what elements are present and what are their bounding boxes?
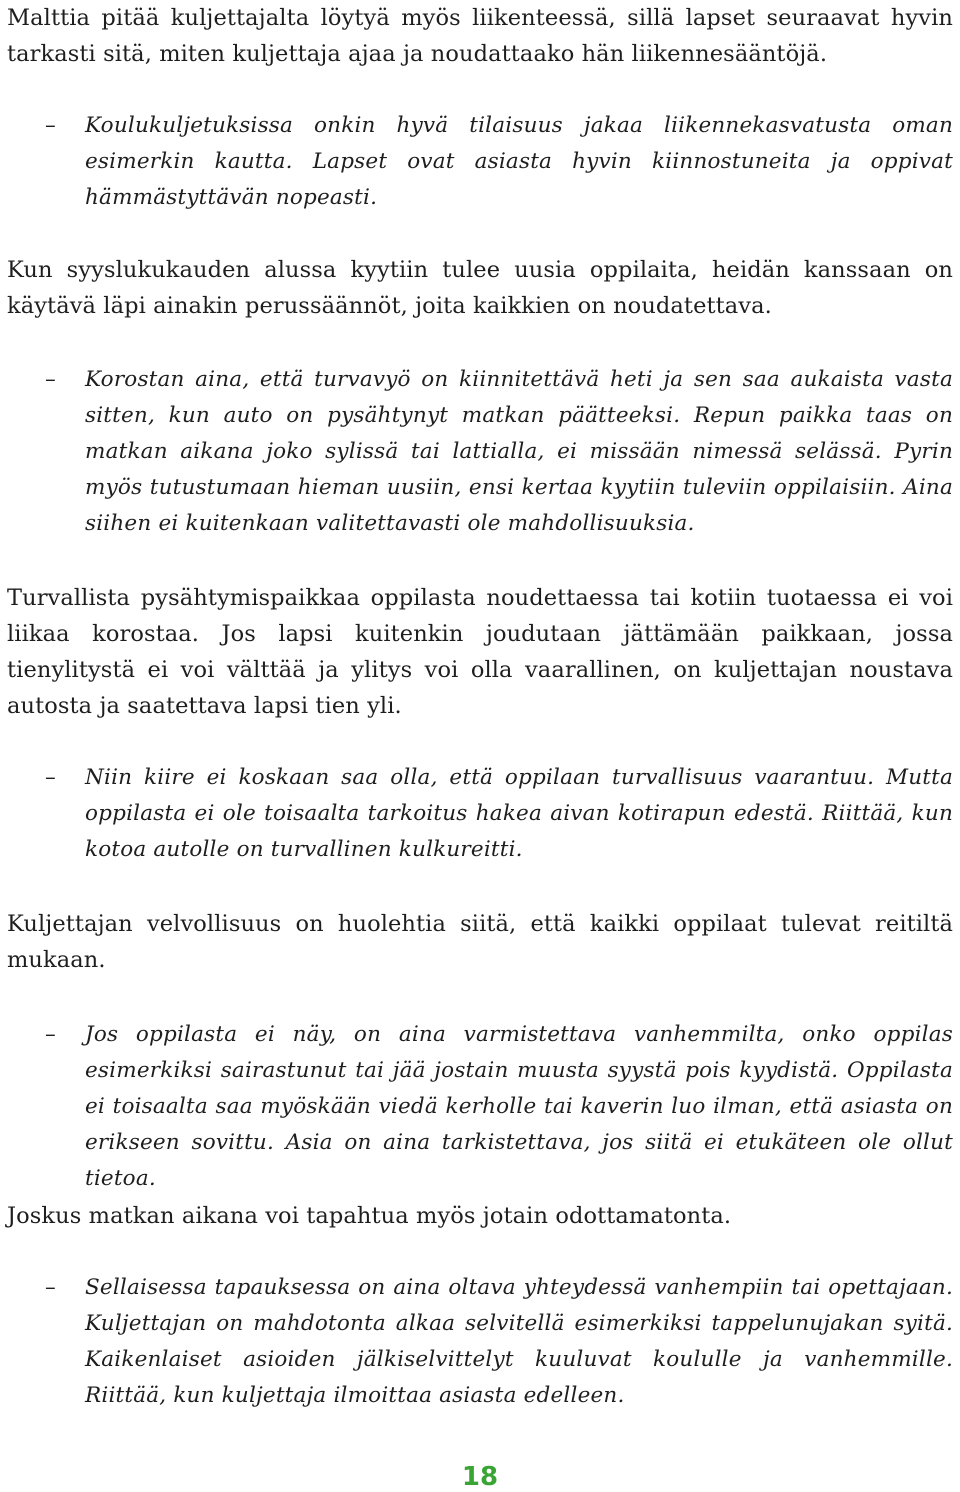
quote-4 (7, 1017, 953, 1197)
quote-text: Jos oppilasta ei näy, on aina varmistettava vanhemmilta, onko oppilas esimerkiksi sairastunut tai jää jostain muusta syystä pois kyydistä. Oppilasta ei toisaalta saa myöskään viedä kerholle tai kaverin luo ilman, että asiasta on erikseen sovittu. Asia on aina tarkistettava, jos siitä ei etukäteen ole ollut tietoa. (85, 1022, 953, 1191)
paragraph-5: Joskus matkan aikana voi tapahtua myös jotain odottamatonta. (7, 1203, 732, 1229)
quote-text: Niin kiire ei koskaan saa olla, että oppilaan turvallisuus vaarantuu. Mutta oppilasta ei ole toisaalta tarkoitus hakea aivan kotirapun edestä. Riittää, kun kotoa autolle on turvallinen kulkureitti. (85, 765, 953, 862)
quote-text: Sellaisessa tapauksessa on aina oltava yhteydessä vanhempiin tai opettajaan. Kuljettajan on mahdotonta alkaa selvitellä esimerkiksi tappelunujakan syitä. Kaikenlaiset asioiden jälkiselvittelyt kuuluvat koululle ja vanhemmille. Riittää, kun kuljettaja ilmoittaa asiasta edelleen. (85, 1275, 953, 1408)
paragraph-2: Kun syyslukukauden alussa kyytiin tulee uusia oppilaita, heidän kanssaan on käytävä läpi ainakin perussäännöt, joita kaikkien on noudatettava. (7, 257, 953, 319)
quote-5 (7, 1270, 953, 1414)
paragraph-1: Malttia pitää kuljettajalta löytyä myös liikenteessä, sillä lapset seuraavat hyvin tarkasti sitä, miten kuljettaja ajaa ja noudattaako hän liikennesääntöjä. (7, 5, 953, 67)
paragraph-4: Kuljettajan velvollisuus on huolehtia siitä, että kaikki oppilaat tulevat reitiltä mukaan. (7, 911, 953, 973)
quote-dash: – (45, 1022, 56, 1047)
quote-dash: – (45, 765, 56, 790)
document-page (7, 0, 953, 1492)
quote-text: Korostan aina, että turvavyö on kiinnitettävä heti ja sen saa aukaista vasta sitten, kun auto on pysähtynyt matkan päätteeksi. Repun paikka taas on matkan aikana joko sylissä tai lattialla, ei missään nimessä selässä. Pyrin myös tutustumaan hieman uusiin, ensi kertaa kyytiin tuleviin oppilaisiin. Aina siihen ei kuitenkaan valitettavasti ole mahdollisuuksia. (85, 367, 953, 536)
quote-3 (7, 760, 953, 868)
quote-dash: – (45, 1275, 56, 1300)
page-number: 18 (461, 1462, 499, 1492)
quote-1 (7, 108, 953, 216)
quote-dash: – (45, 367, 56, 392)
paragraph-3: Turvallista pysähtymispaikkaa oppilasta noudettaessa tai kotiin tuotaessa ei voi liikaa korostaa. Jos lapsi kuitenkin joudutaan jättämään paikkaan, jossa tienylitystä ei voi välttää ja ylitys voi olla vaarallinen, on kuljettajan noustava autosta ja saatettava lapsi tien yli. (7, 585, 953, 719)
quote-text: Koulukuljetuksissa onkin hyvä tilaisuus jakaa liikennekasvatusta oman esimerkin kautta. Lapset ovat asiasta hyvin kiinnostuneita ja oppivat hämmästyttävän nopeasti. (85, 113, 953, 210)
quote-dash: – (45, 113, 56, 138)
quote-2 (7, 362, 953, 542)
